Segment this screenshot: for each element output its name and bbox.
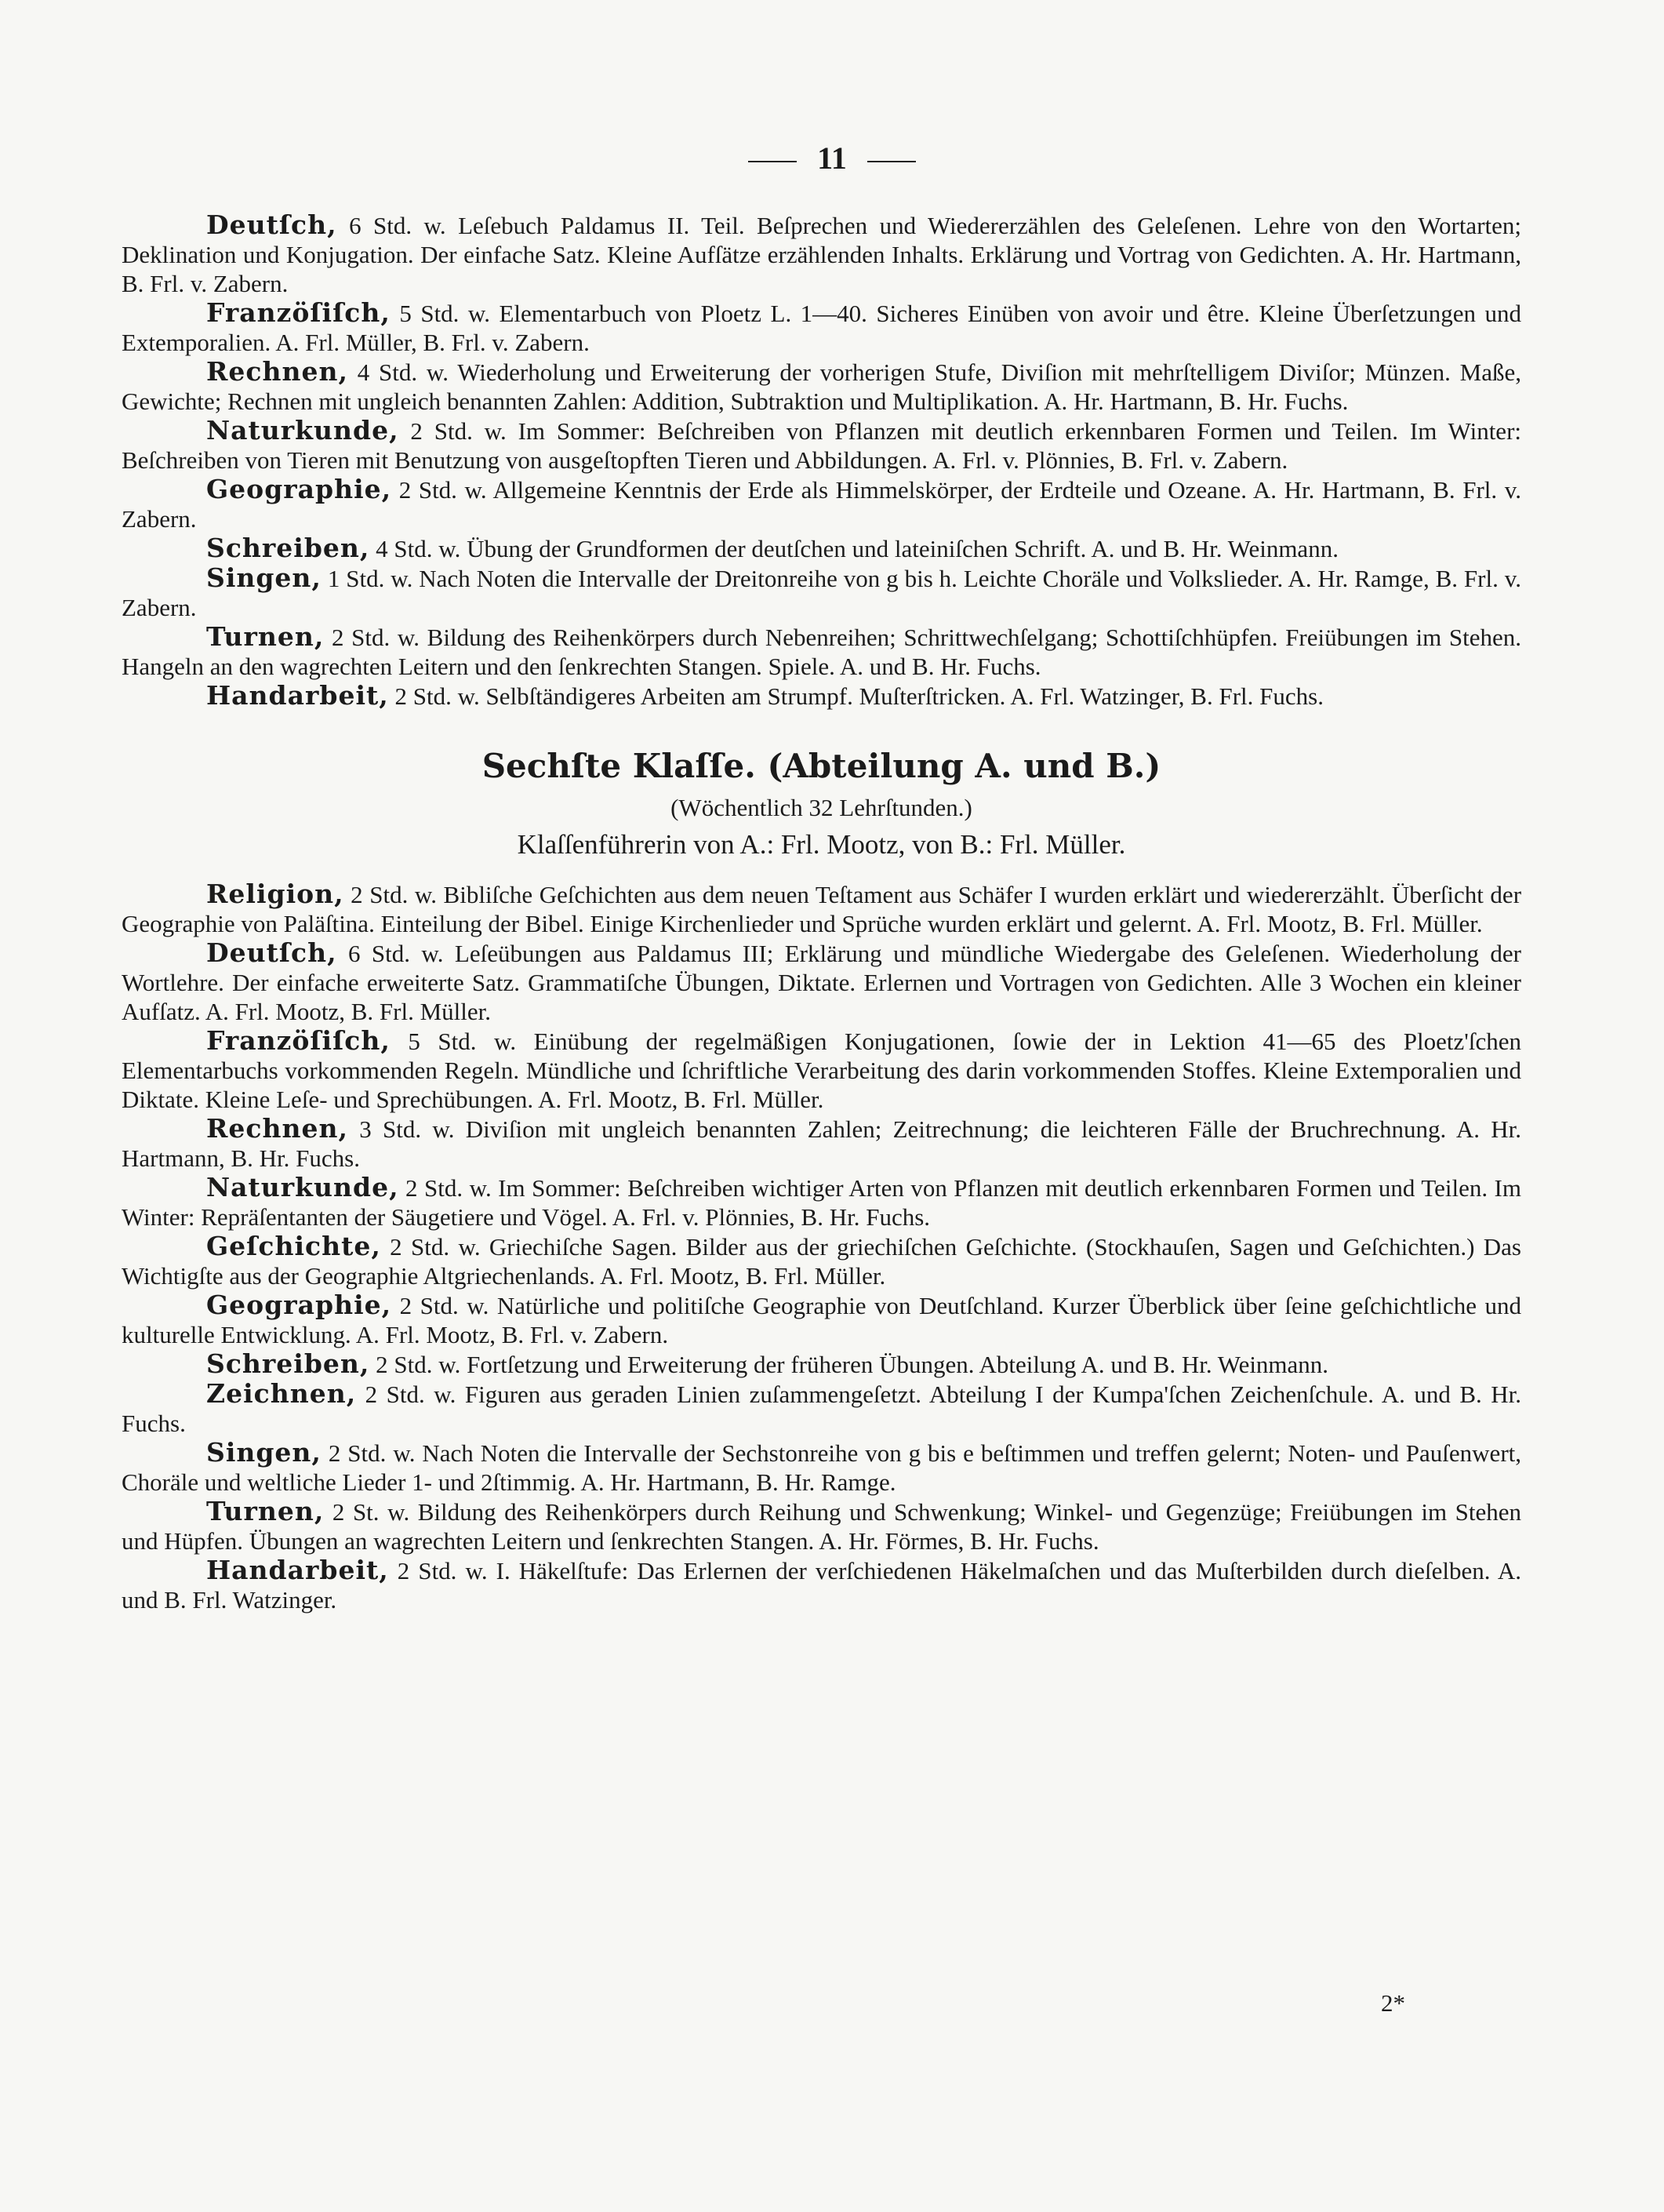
subject-description: 2 Std. w. Fortſetzung und Erweiterung der früheren Übungen. Abteilung A. und B. Hr. Weinmann. [376, 1351, 1329, 1378]
subject-heading: Naturkunde, [206, 1172, 399, 1202]
subject-entry [122, 1026, 1521, 1114]
subject-heading: Zeichnen, [206, 1378, 357, 1409]
subject-entry [122, 1349, 1521, 1379]
subject-heading: Rechnen, [206, 1113, 348, 1144]
subject-description: 2 Std. w. Bildung des Reihenkörpers durch Nebenreihen; Schrittwechſelgang; Schottiſchhüpfen. Freiübungen im Stehen. Hangeln an den wagrechten Leitern und den ſenkrechten Stangen. Spiele. A. und B. Hr. Fuchs. [122, 624, 1522, 680]
subject-description: 2 Std. w. Figuren aus geraden Linien zuſammengeſetzt. Abteilung I der Kumpa'ſchen Zeichenſchule. A. und B. Hr. Fuchs. [122, 1381, 1521, 1437]
subject-heading: Geographie, [206, 1290, 392, 1320]
header-dash-left [748, 161, 797, 162]
subject-entry [122, 210, 1521, 298]
section-lead: Klaſſenführerin von A.: Frl. Mootz, von B.: Frl. Müller. [517, 829, 1126, 860]
subject-entry [122, 938, 1521, 1026]
subject-description: 2 Std. w. Bibliſche Geſchichten aus dem neuen Teſtament aus Schäfer I wurden erklärt und wiedererzählt. Überſicht der Geographie von Paläſtina. Einteilung der Bibel. Einige Kirchenlieder und Sprüche wurden erklärt und gelernt. A. Frl. Mootz, B. Frl. Müller. [122, 881, 1522, 937]
subject-entry [122, 1173, 1521, 1232]
subject-entry [122, 1290, 1521, 1349]
subject-entry [122, 1555, 1521, 1614]
subject-description: 2 Std. w. Griechiſche Sagen. Bilder aus der griechiſchen Geſchichte. (Stockhauſen, Sagen und Geſchichten.) Das Wichtigſte aus der Geographie Altgriechenlands. A. Frl. Mootz, B. Frl. Müller. [122, 1233, 1521, 1290]
subject-description: 4 Std. w. Wiederholung und Erweiterung der vorherigen Stufe, Diviſion mit mehrſtelligem Diviſor; Münzen. Maße, Gewichte; Rechnen mit ungleich benannten Zahlen: Addition, Subtraktion und Multiplikation. A. Hr. Hartmann, B. Hr. Fuchs. [122, 358, 1521, 415]
subject-heading: Franzöſiſch, [206, 297, 391, 328]
subject-entry [122, 622, 1521, 681]
section-title: Sechſte Klaſſe. (Abteilung A. und B.) [481, 747, 1161, 785]
section-subtitle: (Wöchentlich 32 Lehrſtunden.) [670, 794, 972, 821]
subject-description: 6 Std. w. Leſebuch Paldamus II. Teil. Beſprechen und Wiedererzählen des Geleſenen. Lehre von den Wortarten; Deklination und Konjugation. Der einfache Satz. Kleine Aufſätze erzählenden Inhalts. Erklärung und Vortrag von Gedichten. A. Hr. Hartmann, B. Frl. v. Zabern. [122, 212, 1521, 297]
subject-heading: Geographie, [206, 474, 392, 504]
subject-description: 2 St. w. Bildung des Reihenkörpers durch Reihung und Schwenkung; Winkel- und Gegenzüge; Freiübungen im Stehen und Hüpfen. Übungen an wagrechten Leitern und ſenkrechten Stangen. A. Hr. Förmes, B. Hr. Fuchs. [122, 1498, 1522, 1555]
subject-heading: Deutſch, [206, 209, 337, 240]
subject-heading: Turnen, [206, 621, 325, 652]
page-header [0, 140, 1664, 176]
subject-entry [122, 357, 1521, 416]
subject-heading: Handarbeit, [206, 1555, 389, 1585]
page-number: 11 [817, 140, 847, 176]
subject-description: 2 Std. w. Allgemeine Kenntnis der Erde als Himmelskörper, der Erdteile und Ozeane. A. Hr. Hartmann, B. Frl. v. Zabern. [122, 476, 1522, 533]
subject-description: 2 Std. w. Im Sommer: Beſchreiben von Pflanzen mit deutlich erkennbaren Formen und Teilen. Im Winter: Beſchreiben von Tieren mit Benutzung von ausgeſtopften Tieren und Abbildungen. A. Frl. v. Plönnies, B. Frl. v. Zabern. [122, 417, 1522, 474]
subject-description: 4 Std. w. Übung der Grundformen der deutſchen und lateiniſchen Schrift. A. und B. Hr. Weinmann. [376, 535, 1339, 562]
class-six-subjects [122, 879, 1521, 1614]
subject-heading: Geſchichte, [206, 1231, 381, 1261]
subject-heading: Franzöſiſch, [206, 1025, 391, 1056]
page-body [122, 210, 1521, 1614]
subject-heading: Deutſch, [206, 937, 337, 968]
subject-entry [122, 298, 1521, 357]
subject-description: 5 Std. w. Einübung der regelmäßigen Konjugationen, ſowie der in Lektion 41—65 des Ploetz'ſchen Elementarbuchs vorkommenden Regeln. Mündliche und ſchriftliche Verarbeitung des darin vorkommenden Stoffes. Kleine Extemporalien und Diktate. Kleine Leſe- und Sprechübungen. A. Frl. Mootz, B. Frl. Müller. [122, 1028, 1521, 1113]
subject-description: 1 Std. w. Nach Noten die Intervalle der Dreitonreihe von g bis h. Leichte Choräle und Volkslieder. A. Hr. Ramge, B. Frl. v. Zabern. [122, 565, 1522, 621]
subject-entry [122, 879, 1521, 938]
subject-entry [122, 533, 1521, 563]
header-dash-right [867, 161, 916, 162]
subject-entry [122, 1438, 1521, 1497]
class-five-subjects [122, 210, 1521, 711]
subject-heading: Religion, [206, 879, 344, 909]
subject-description: 5 Std. w. Elementarbuch von Ploetz L. 1—40. Sicheres Einüben von avoir und être. Kleine Überſetzungen und Extemporalien. A. Frl. Müller, B. Frl. v. Zabern. [122, 300, 1522, 356]
subject-description: 3 Std. w. Diviſion mit ungleich benannten Zahlen; Zeitrechnung; die leichteren Fälle der Bruchrechnung. A. Hr. Hartmann, B. Hr. Fuchs. [122, 1115, 1521, 1172]
subject-entry [122, 1379, 1521, 1438]
subject-heading: Turnen, [206, 1496, 325, 1526]
subject-entry [122, 475, 1521, 533]
subject-description: 2 Std. w. Nach Noten die Intervalle der Sechstonreihe von g bis e beſtimmen und treffen gelernt; Noten- und Pauſenwert, Choräle und weltliche Lieder 1- und 2ſtimmig. A. Hr. Hartmann, B. Hr. Ramge. [122, 1439, 1522, 1496]
subject-heading: Naturkunde, [206, 415, 399, 446]
subject-heading: Schreiben, [206, 533, 370, 563]
subject-heading: Handarbeit, [206, 680, 389, 711]
subject-entry [122, 681, 1521, 711]
subject-entry [122, 416, 1521, 475]
subject-heading: Singen, [206, 562, 322, 593]
signature-mark: 2* [1381, 1989, 1405, 2017]
subject-description: 2 Std. w. Im Sommer: Beſchreiben wichtiger Arten von Pflanzen mit deutlich erkennbaren Formen und Teilen. Im Winter: Repräſentanten der Säugetiere und Vögel. A. Frl. v. Plönnies, B. Hr. Fuchs. [122, 1174, 1521, 1231]
subject-entry [122, 1114, 1521, 1173]
subject-entry [122, 1497, 1521, 1555]
subject-heading: Schreiben, [206, 1348, 370, 1379]
subject-entry [122, 563, 1521, 622]
subject-description: 2 Std. w. Natürliche und politiſche Geographie von Deutſchland. Kurzer Überblick über ſeine geſchichtliche und kulturelle Entwicklung. A. Frl. Mootz, B. Frl. v. Zabern. [122, 1292, 1522, 1348]
subject-description: 2 Std. w. Selbſtändigeres Arbeiten am Strumpf. Muſterſtricken. A. Frl. Watzinger, B. Frl. Fuchs. [394, 682, 1324, 710]
subject-heading: Rechnen, [206, 356, 348, 387]
subject-description: 6 Std. w. Leſeübungen aus Paldamus III; Erklärung und mündliche Wiedergabe des Geleſenen. Wiederholung der Wortlehre. Der einfache erweiterte Satz. Grammatiſche Übungen, Diktate. Erlernen und Vortragen von Gedichten. Alle 3 Wochen ein kleiner Aufſatz. A. Frl. Mootz, B. Frl. Müller. [122, 940, 1521, 1025]
subject-heading: Singen, [206, 1437, 322, 1468]
subject-entry [122, 1232, 1521, 1290]
subject-description: 2 Std. w. I. Häkelſtufe: Das Erlernen der verſchiedenen Häkelmaſchen und das Muſterbilden durch dieſelben. A. und B. Frl. Watzinger. [122, 1557, 1522, 1614]
